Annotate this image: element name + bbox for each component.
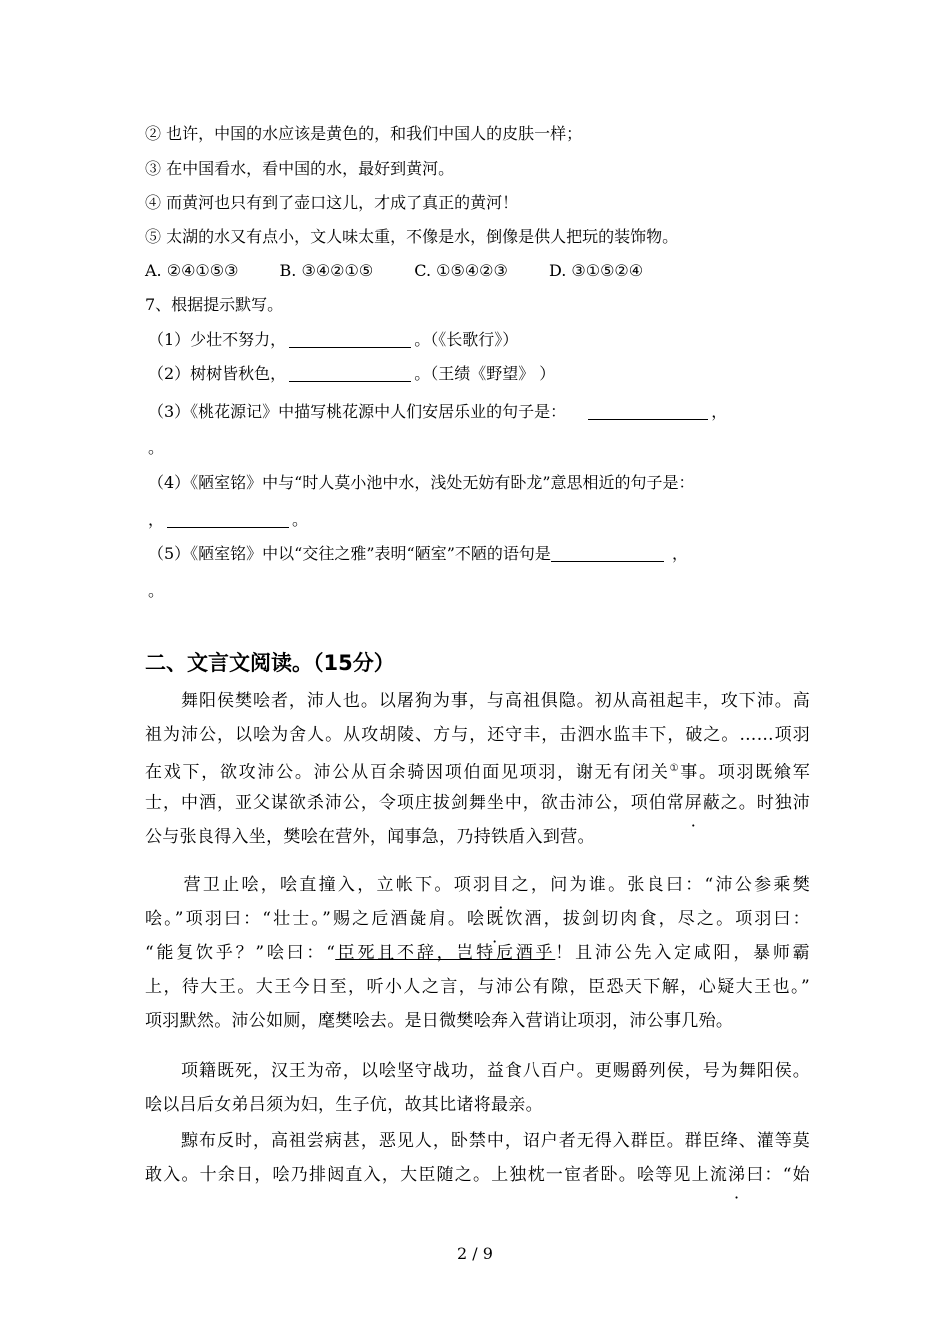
passage-line: 哙。”项羽曰：“壮士。”赐之卮酒彘肩。哙既饮酒，拔剑切肉食，尽之。项羽曰： <box>145 909 810 929</box>
q7-sub3: （3）《桃花源记》中描写桃花源中人们安居乐业的句子是： ， <box>148 402 728 421</box>
q7-sub4-cont: ， 。 <box>148 510 309 529</box>
option-b[interactable]: B. ③④②①⑤ <box>279 261 374 280</box>
q6-options <box>145 260 810 282</box>
section2-heading: 二、文言文阅读。（15分） <box>145 651 395 675</box>
passage-line: 士，中酒，亚父谋欲杀沛公，令项庄拔剑舞坐中，欲击沛公，项伯常屏蔽之。时独沛 <box>145 793 810 813</box>
passage-line: 舞阳侯樊哙者，沛人也。以屠狗为事，与高祖俱隐。初从高祖起丰，攻下沛。高 <box>145 691 810 711</box>
option-c[interactable]: C. ①⑤④②③ <box>414 261 508 280</box>
q6-item-2: ② 也许，中国的水应该是黄色的，和我们中国人的皮肤一样； <box>145 124 583 143</box>
footnote-marker: ① <box>669 763 681 774</box>
q6-item-5: ⑤ 太湖的水又有点小，文人味太重，不像是水，倒像是供人把玩的装饰物。 <box>145 227 679 246</box>
q7-sub3-cont: 。 <box>148 438 165 457</box>
passage-line: 项籍既死，汉王为帝，以哙坚守战功，益食八百户。更赐爵列侯，号为舞阳侯。 <box>145 1061 810 1081</box>
page-number: 2 / 9 <box>457 1244 493 1263</box>
q7-sub5: （5）《陋室铭》中以“交往之雅”表明“陋室”不陋的语句是 ， <box>148 544 688 563</box>
q7-sub1: （1）少壮不努力， 。（《长歌行》） <box>148 330 519 349</box>
passage-line: 项羽默然。沛公如厕，麾樊哙去。是日微樊哙奔入营诮让项羽，沛公事几殆。 <box>145 1011 734 1031</box>
q6-item-3: ③ 在中国看水，看中国的水，最好到黄河。 <box>145 159 455 178</box>
q6-item-4: ④ 而黄河也只有到了壶口这儿，才成了真正的黄河！ <box>145 193 519 212</box>
passage-line: 公与张良得入坐，樊哙在营外，闻事急，乃持铁盾入到营。 <box>145 827 595 847</box>
answer-blank-4[interactable] <box>167 511 289 528</box>
underlined-sentence: 臣死且不辞，岂特卮酒乎 <box>335 943 556 963</box>
passage-line: 祖为沛公，以哙为舍人。从攻胡陵、方与，还守丰，击泗水监丰下，破之。……项羽 <box>145 725 810 745</box>
passage-line: 在戏下，欲攻沛公。沛公从百余骑因项伯面见项羽，谢无有闭关①事。项羽既飨军 <box>145 762 810 783</box>
answer-blank-1[interactable] <box>289 331 411 348</box>
answer-blank-2[interactable] <box>289 365 411 382</box>
passage-line: 哙以吕后女弟吕须为妇，生子伉，故其比诸将最亲。 <box>145 1095 543 1115</box>
q7-sub4: （4）《陋室铭》中与“时人莫小池中水，浅处无妨有卧龙”意思相近的句子是： <box>148 473 695 492</box>
passage-line: 营卫止哙，哙直撞入，立帐下。项羽目之，问为谁。张良曰：“沛公参乘樊 <box>145 875 810 895</box>
passage-line: 敢入。十余日，哙乃排闼直入，大臣随之。上独枕一宦者卧。哙等见上流涕曰：“始 <box>145 1165 810 1185</box>
q7-title: 7、根据提示默写。 <box>145 295 284 314</box>
option-d[interactable]: D. ③①⑤②④ <box>548 261 644 280</box>
passage-line: “能复饮乎？”哙曰：“臣死且不辞，岂特卮酒乎！且沛公先入定咸阳，暴师霸 <box>145 943 810 963</box>
answer-blank-3a[interactable] <box>588 403 708 420</box>
passage-line: 黥布反时，高祖尝病甚，恶见人，卧禁中，诏户者无得入群臣。群臣绛、灌等莫 <box>145 1131 810 1151</box>
answer-blank-5[interactable] <box>551 545 664 562</box>
q7-sub2: （2）树树皆秋色， 。（王绩《野望》 ） <box>148 364 556 383</box>
passage-line: 上，待大王。大王今日至，听小人之言，与沛公有隙，臣恐天下解，心疑大王也。” <box>145 977 810 997</box>
q7-sub5-cont: 。 <box>148 581 165 600</box>
option-a[interactable]: A. ②④①⑤③ <box>145 261 239 280</box>
